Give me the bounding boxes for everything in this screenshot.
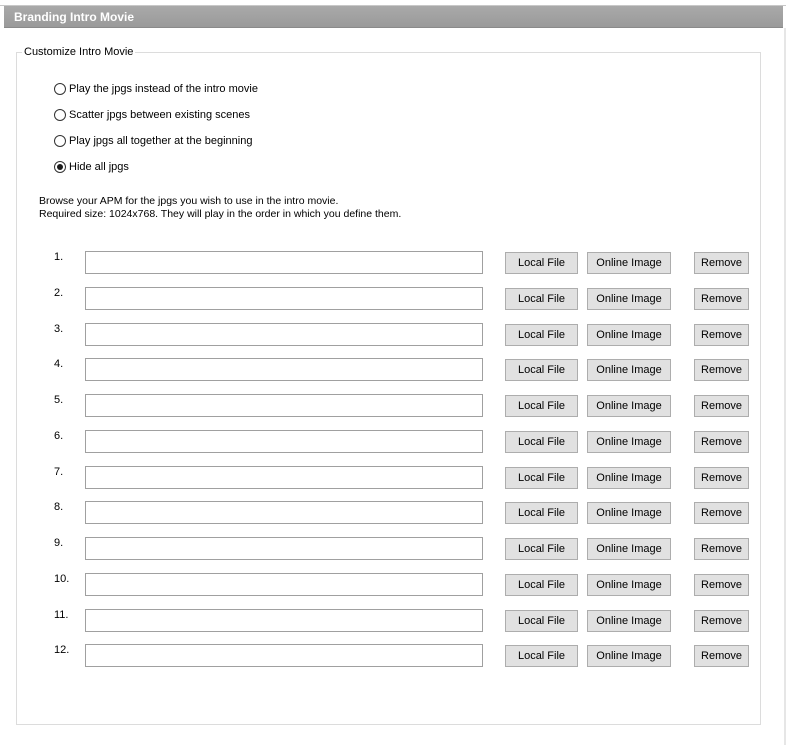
remove-button[interactable]: Remove — [694, 252, 749, 274]
local-file-button[interactable]: Local File — [505, 359, 578, 381]
panel-title: Branding Intro Movie — [4, 6, 783, 28]
image-row — [0, 609, 786, 633]
row-number: 5. — [54, 394, 64, 406]
online-image-button[interactable]: Online Image — [587, 538, 671, 560]
image-row — [0, 537, 786, 561]
row-number: 2. — [54, 287, 64, 299]
local-file-button[interactable]: Local File — [505, 324, 578, 346]
remove-button[interactable]: Remove — [694, 538, 749, 560]
radio-option[interactable] — [54, 81, 258, 97]
instructions-line-2: Required size: 1024x768. They will play in the order in which you define them. — [39, 208, 402, 220]
row-number: 9. — [54, 537, 64, 549]
image-path-input[interactable] — [85, 609, 483, 632]
online-image-button[interactable]: Online Image — [587, 359, 671, 381]
radio-option-label: Play the jpgs instead of the intro movie — [69, 83, 258, 95]
image-row — [0, 466, 786, 490]
image-row — [0, 323, 786, 347]
online-image-button[interactable]: Online Image — [587, 502, 671, 524]
online-image-button[interactable]: Online Image — [587, 395, 671, 417]
radio-option-label: Scatter jpgs between existing scenes — [69, 109, 250, 121]
row-number: 12. — [54, 644, 70, 656]
image-path-input[interactable] — [85, 537, 483, 560]
radio-option[interactable] — [54, 107, 250, 123]
image-path-input[interactable] — [85, 573, 483, 596]
image-path-input[interactable] — [85, 430, 483, 453]
radio-unchecked-icon[interactable] — [54, 109, 66, 121]
image-path-input[interactable] — [85, 251, 483, 274]
image-row — [0, 394, 786, 418]
remove-button[interactable]: Remove — [694, 359, 749, 381]
local-file-button[interactable]: Local File — [505, 645, 578, 667]
image-path-input[interactable] — [85, 644, 483, 667]
radio-option[interactable] — [54, 133, 252, 149]
remove-button[interactable]: Remove — [694, 324, 749, 346]
radio-option-label: Hide all jpgs — [69, 161, 129, 173]
radio-checked-icon[interactable] — [54, 161, 66, 173]
image-row — [0, 287, 786, 311]
online-image-button[interactable]: Online Image — [587, 645, 671, 667]
radio-option[interactable] — [54, 159, 129, 175]
local-file-button[interactable]: Local File — [505, 431, 578, 453]
local-file-button[interactable]: Local File — [505, 252, 578, 274]
local-file-button[interactable]: Local File — [505, 574, 578, 596]
remove-button[interactable]: Remove — [694, 502, 749, 524]
row-number: 11. — [54, 609, 69, 621]
local-file-button[interactable]: Local File — [505, 610, 578, 632]
online-image-button[interactable]: Online Image — [587, 431, 671, 453]
row-number: 1. — [54, 251, 64, 263]
remove-button[interactable]: Remove — [694, 288, 749, 310]
row-number: 4. — [54, 358, 64, 370]
row-number: 3. — [54, 323, 64, 335]
instructions-line-1: Browse your APM for the jpgs you wish to use in the intro movie. — [39, 195, 339, 207]
local-file-button[interactable]: Local File — [505, 395, 578, 417]
remove-button[interactable]: Remove — [694, 610, 749, 632]
image-path-input[interactable] — [85, 323, 483, 346]
remove-button[interactable]: Remove — [694, 574, 749, 596]
image-path-input[interactable] — [85, 501, 483, 524]
online-image-button[interactable]: Online Image — [587, 467, 671, 489]
radio-option-label: Play jpgs all together at the beginning — [69, 135, 253, 147]
image-path-input[interactable] — [85, 287, 483, 310]
image-path-input[interactable] — [85, 394, 483, 417]
radio-unchecked-icon[interactable] — [54, 83, 66, 95]
local-file-button[interactable]: Local File — [505, 288, 578, 310]
online-image-button[interactable]: Online Image — [587, 574, 671, 596]
image-path-input[interactable] — [85, 358, 483, 381]
image-row — [0, 358, 786, 382]
online-image-button[interactable]: Online Image — [587, 610, 671, 632]
image-path-input[interactable] — [85, 466, 483, 489]
remove-button[interactable]: Remove — [694, 467, 749, 489]
image-row — [0, 430, 786, 454]
row-number: 8. — [54, 501, 64, 513]
remove-button[interactable]: Remove — [694, 395, 749, 417]
image-row — [0, 251, 786, 275]
radio-unchecked-icon[interactable] — [54, 135, 66, 147]
group-legend: Customize Intro Movie — [24, 46, 134, 58]
remove-button[interactable]: Remove — [694, 645, 749, 667]
row-number: 10. — [54, 573, 70, 585]
image-row — [0, 501, 786, 525]
image-row — [0, 573, 786, 597]
online-image-button[interactable]: Online Image — [587, 288, 671, 310]
image-row — [0, 644, 786, 668]
online-image-button[interactable]: Online Image — [587, 324, 671, 346]
local-file-button[interactable]: Local File — [505, 502, 578, 524]
row-number: 7. — [54, 466, 64, 478]
local-file-button[interactable]: Local File — [505, 467, 578, 489]
online-image-button[interactable]: Online Image — [587, 252, 671, 274]
local-file-button[interactable]: Local File — [505, 538, 578, 560]
row-number: 6. — [54, 430, 64, 442]
remove-button[interactable]: Remove — [694, 431, 749, 453]
